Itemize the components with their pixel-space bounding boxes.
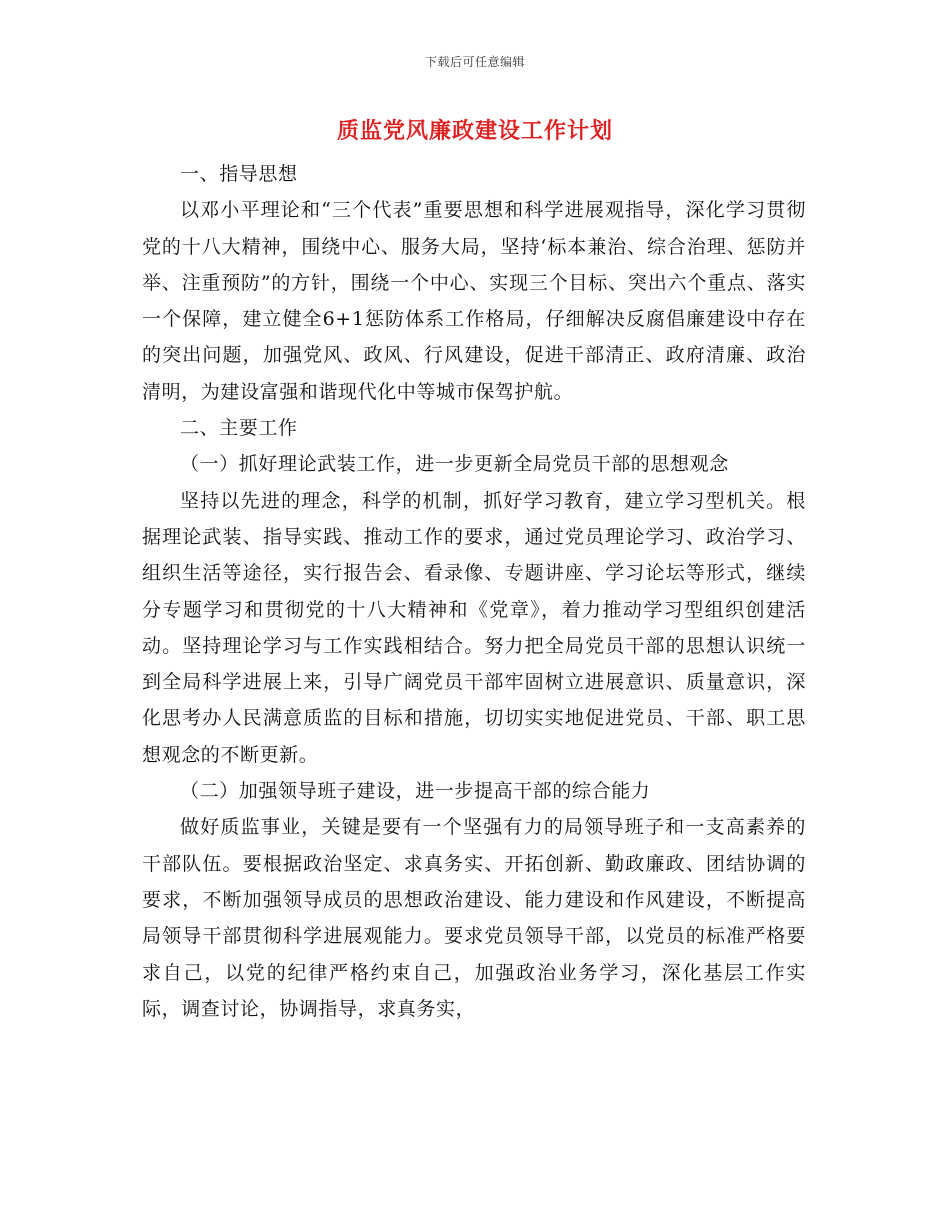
section-heading-main-work: 二、主要工作 [180, 417, 298, 440]
section-heading-guiding-ideology: 一、指导思想 [180, 163, 298, 185]
subheading-leadership: （二）加强领导班子建设，进一步提高干部的综合能力 [180, 780, 651, 803]
document-body [142, 156, 806, 1027]
paragraph-leadership: 做好质监事业，关键是要有一个坚强有力的局领导班子和一支高素养的干部队伍。要根据政治坚定、求真务实、开拓创新、勤政廉政、团结协调的要求，不断加强领导成员的思想政治建设、能力建设和作风建设，不断提高局领导干部贯彻科学进展观能力。要求党员领导干部，以党员的标准严格要求自己，以党的纪律严格约束自己，加强政治业务学习，深化基层工作实际，调查讨论，协调指导，求真务实， [142, 816, 806, 1020]
document-title: 质监党风廉政建设工作计划 [336, 118, 613, 144]
paragraph-guiding-ideology: 以邓小平理论和“三个代表”重要思想和科学进展观指导，深化学习贯彻党的十八大精神，围绕中心、服务大局，坚持‘标本兼治、综合治理、惩防并举、注重预防”的方针，围绕一个中心、实现三个目标、突出六个重点、落实一个保障，建立健全6+1惩防体系工作格局，仔细解决反腐倡廉建设中存在的突出问题，加强党风、政风、行风建设，促进干部清正、政府清廉、政治清明，为建设富强和谐现代化中等城市保驾护航。 [142, 199, 806, 403]
header-note: 下载后可任意编辑 [424, 55, 525, 69]
subheading-theory-work: （一）抓好理论武装工作，进一步更新全局党员干部的思想观念 [180, 453, 729, 476]
paragraph-theory-work: 坚持以先进的理念，科学的机制，抓好学习教育，建立学习型机关。根据理论武装、指导实践、推动工作的要求，通过党员理论学习、政治学习、组织生活等途径，实行报告会、看录像、专题讲座、学习论坛等形式，继续分专题学习和贯彻党的十八大精神和《党章》，着力推动学习型组织创建活动。坚持理论学习与工作实践相结合。努力把全局党员干部的思想认识统一到全局科学进展上来，引导广阔党员干部牢固树立进展意识、质量意识，深化思考办人民满意质监的目标和措施，切切实实地促进党员、干部、职工思想观念的不断更新。 [142, 489, 806, 766]
